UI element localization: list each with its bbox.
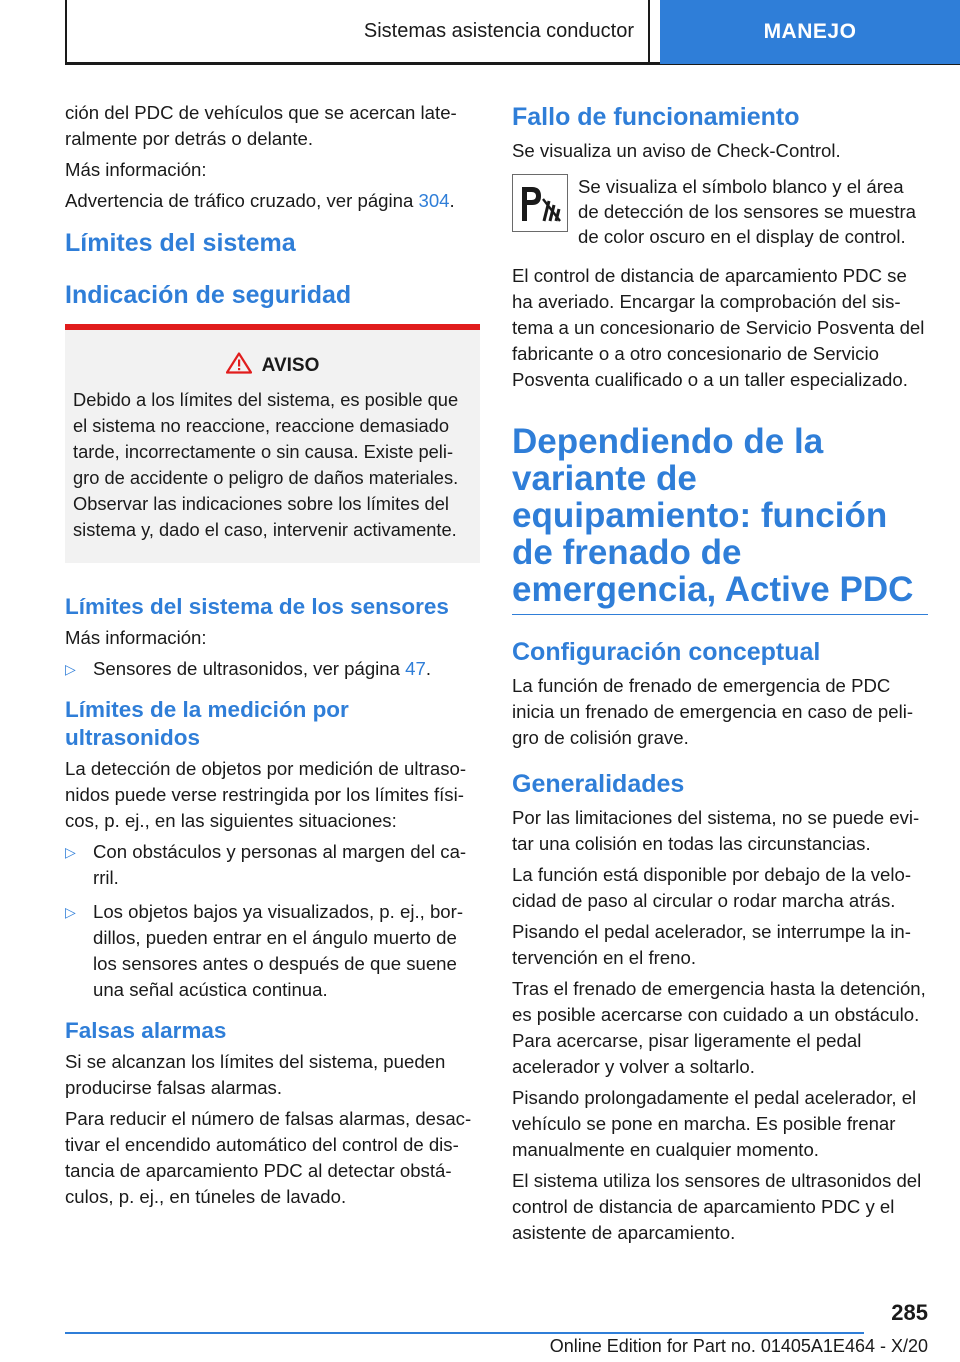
general-paragraph: Pisando el pedal acelerador, se interrumpe la intervención en el freno. [512,921,911,968]
left-column [65,100,480,1215]
header-mid-rule [648,0,650,64]
more-info-label: Más información: [65,159,207,180]
heading-sensor-limits: Límites del sistema de los sensores [65,594,449,619]
warning-box [65,324,480,563]
ultrasonic-paragraph: La detección de objetos por medición de ultrasonidos puede verse restringida por los límites físicos, p. ej., en las siguientes situaciones: [65,758,467,831]
warning-triangle-icon [226,352,252,379]
warning-text: Debido a los límites del sistema, es posible que el sistema no reaccione, reaccione demasiado tarde, incorrectamente o sin causa. Existe peligro de accidente o peligro de daños materiales. Observar las indicaciones sobre los límites del sistema y, dado el caso, intervenir activamente. [73,389,459,540]
header-chapter-tab[interactable]: MANEJO [660,0,960,64]
page-link-304[interactable]: 304 [418,190,450,211]
malfunction-paragraph-2: El control de distancia de aparcamiento PDC se ha averiado. Encargar la comprobación del sistema a un concesionario de Servicio Posventa del fabricante o a otro concesionario de Servicio Posventa cualificado o a un taller especializado. [512,265,925,390]
pdc-sensor-icon [512,174,568,232]
page-number: 285 [891,1300,928,1325]
malfunction-icon-text: Se visualiza el símbolo blanco y el área de detección de los sensores se muestra de color oscuro en el display de control. [578,176,916,247]
right-column [512,100,928,1251]
malfunction-paragraph-1: Se visualiza un aviso de Check-Control. [512,140,841,161]
footer-rule [65,1332,864,1334]
general-paragraph: Pisando prolongadamente el pedal acelerador, el vehículo se pone en marcha. Es posible frenar manualmente en cualquier momento. [512,1087,917,1160]
ultrasonic-list [65,839,480,1003]
heading-ultrasonic-limits: Límites de la medición por ultrasonidos [65,697,349,750]
footer-edition: Online Edition for Part no. 01405A1E464 - X/20 [549,1336,928,1356]
heading-false-alarms: Falsas alarmas [65,1018,227,1043]
heading-system-limits: Límites del sistema [65,229,296,257]
list-item: ▷ Los objetos bajos ya visualizados, p. ej., bordillos, pueden entrar en el ángulo muerto de los sensores antes o después de que suene una señal acústica continua. [65,901,464,1000]
concept-paragraph: La función de frenado de emergencia de PDC inicia un frenado de emergencia en caso de peligro de colisión grave. [512,675,914,748]
page-link-47[interactable]: 47 [405,658,426,679]
general-paragraph: La función está disponible por debajo de la velocidad de paso al circular o rodar marcha atrás. [512,864,912,911]
heading-safety-note: Indicación de seguridad [65,281,352,309]
general-paragraph: Por las limitaciones del sistema, no se puede evitar una colisión en todas las circunstancias. [512,807,920,854]
cross-traffic-reference: Advertencia de tráfico cruzado, ver página 304. [65,190,455,211]
list-item: ▷ Sensores de ultrasonidos, ver página 47. [65,656,480,682]
sensors-more-info: Más información: [65,627,207,648]
general-paragraph: Tras el frenado de emergencia hasta la detención, es posible acercarse con cuidado a un obstáculo. Para acercarse, pisar ligeramente el pedal acelerador y volver a soltarlo. [512,978,926,1077]
heading-concept: Configuración conceptual [512,638,821,666]
general-paragraph: El sistema utiliza los sensores de ultrasonidos del control de distancia de aparcamiento PDC y el asistente de aparcamiento. [512,1170,922,1243]
heading-general: Generalidades [512,770,685,798]
warning-title-row [73,352,472,379]
header-section-title: Sistemas asistencia conductor [363,19,634,42]
triangle-bullet-icon: ▷ [65,661,76,677]
list-item: ▷ Con obstáculos y personas al margen del carril. [65,841,467,888]
chapter-title-emergency-braking: Dependiendo de la variante de equipamiento: función de frenado de emergencia, Active PDC [512,423,928,615]
heading-malfunction: Fallo de funcionamiento [512,103,800,131]
false-alarms-paragraph-2: Para reducir el número de falsas alarmas, desactivar el encendido automático del control de distancia de aparcamiento PDC al detectar obstáculos, p. ej., en túneles de lavado. [65,1108,472,1207]
malfunction-icon-row [512,174,928,249]
warning-title: AVISO [261,354,320,376]
triangle-bullet-icon: ▷ [65,904,76,920]
intro-paragraph: ción del PDC de vehículos que se acercan lateralmente por detrás o delante. [65,102,457,149]
triangle-bullet-icon: ▷ [65,844,76,860]
sensors-list [65,656,480,682]
false-alarms-paragraph-1: Si se alcanzan los límites del sistema, pueden producirse falsas alarmas. [65,1051,446,1098]
